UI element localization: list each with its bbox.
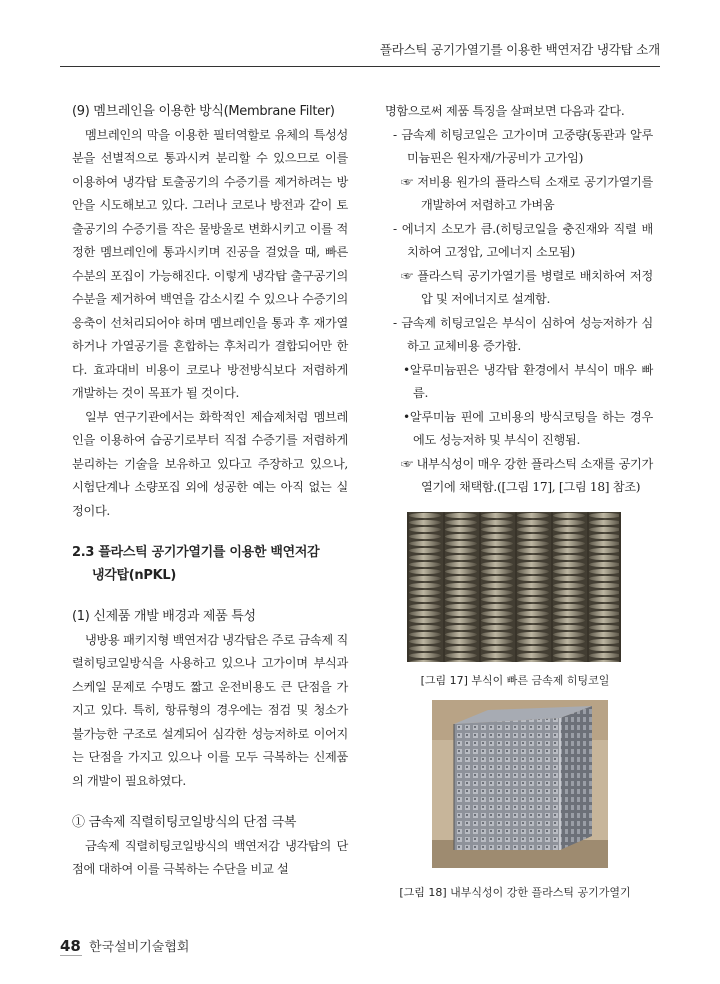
dash-item-energy: - 에너지 소모가 큼.(히팅코일을 충진재와 직렬 배치하여 고정압, 고에너지 소모됨) bbox=[393, 221, 653, 259]
paragraph-membrane-1: 멤브레인의 막을 이용한 필터역할로 유체의 특성성분을 선별적으로 통과시켜 분리할 수 있으므로 이를 이용하여 냉각탑 토출공기의 수증기를 제거하려는 방안을 시도해보고 있다. 그러나 코로나 방전과 같이 토출공기의 수증기를 작은 물방울로 변화시키고 이를 적정한 멤브레인에 통과시키며 진공을 걸었을 때, 빠른 수분의 포집이 가능해진다. 이렇게 냉각탑 출구공기의 수분을 제거하여 백연을 감소시킬 수 있으나 수증기의 응축이 선처리되어야 하며 멤브레인을 통과 후 재가열하거나 가열공기를 혼합하는 후처리가 결합되어만 한다. 효과대비 비용이 코로나 방전방식보다 저렴하게 개발하는 것이 목표가 될 것이다. bbox=[72, 127, 348, 400]
footer-rule bbox=[60, 955, 82, 956]
corroded-heating-coil-photo bbox=[407, 512, 621, 662]
pointer-item-cost: ☞ 저비용 원가의 플라스틱 소재로 공기가열기를 개발하여 저렴하고 가벼움 bbox=[401, 174, 653, 212]
right-intro: 명함으로써 제품 특징을 살펴보면 다음과 같다. bbox=[385, 104, 625, 118]
bullet-item-coating: •알루미늄 핀에 고비용의 방식코팅을 하는 경우에도 성능저하 및 부식이 진행됨. bbox=[403, 409, 653, 447]
section-title-line2: 냉각탑(nPKL) bbox=[92, 568, 176, 583]
pointer-item-plastic: ☞ 내부식성이 매우 강한 플라스틱 소재를 공기가열기에 채택함.([그림 17], [그림 18] 참조) bbox=[401, 456, 653, 494]
paragraph-overcome: 금속제 직렬히팅코일방식의 백연저감 냉각탑의 단점에 대하여 이를 극복하는 수단을 비교 설 bbox=[72, 838, 348, 876]
bullet-item-aluminum: •알루미늄핀은 냉각탑 환경에서 부식이 매우 빠름. bbox=[403, 362, 653, 400]
plastic-air-heater-photo bbox=[432, 700, 608, 868]
figure-18-caption: [그림 18] 내부식성이 강한 플라스틱 공기가열기 bbox=[399, 886, 631, 899]
section-heading bbox=[72, 541, 348, 587]
header-title: 플라스틱 공기가열기를 이용한 백연저감 냉각탑 소개 bbox=[379, 42, 660, 57]
running-header bbox=[60, 40, 660, 67]
section-title-line1: 2.3 플라스틱 공기가열기를 이용한 백연저감 bbox=[72, 545, 320, 560]
dash-item-corrosion: - 금속제 히팅코일은 부식이 심하여 성능저하가 심하고 교체비용 증가함. bbox=[393, 315, 653, 353]
dash-item-cost: - 금속제 히팅코일은 고가이며 고중량(동관과 알루미늄핀은 원자재/가공비가 고가임) bbox=[393, 127, 653, 165]
paragraph-background: 냉방용 패키지형 백연저감 냉각탑은 주로 금속제 직렬히팅코일방식을 사용하고 있으나 고가이며 부식과 스케일 문제로 수명도 짧고 운전비용도 큰 단점을 가지고 있다. 특히, 항류형의 경우에는 점검 및 청소가 불가능한 구조로 설계되어 심각한 성능저하로 이어지는 단점을 가지고 있으나 이를 모두 극복하는 신제품의 개발이 필요하였다. bbox=[72, 632, 348, 788]
subsection-background: (1) 신제품 개발 배경과 제품 특성 bbox=[72, 609, 256, 624]
subsection-overcome: ① 금속제 직렬히팅코일방식의 단점 극복 bbox=[72, 815, 297, 830]
figure-17-caption: [그림 17] 부식이 빠른 금속제 히팅코일 bbox=[420, 674, 610, 687]
footer-organization: 한국설비기술협회 bbox=[89, 940, 190, 955]
page-footer bbox=[60, 936, 189, 955]
paragraph-membrane-2: 일부 연구기관에서는 화학적인 제습제처럼 멤브레인을 이용하여 습공기로부터 직접 수증기를 저렴하게 분리하는 기술을 보유하고 있다고 주장하고 있으나, 시험단계나 소량포집 외에 성공한 예는 아직 없는 실정이다. bbox=[72, 409, 348, 518]
left-column bbox=[72, 100, 348, 882]
subsection-membrane: (9) 멤브레인을 이용한 방식(Membrane Filter) bbox=[72, 104, 335, 119]
page-number: 48 bbox=[60, 937, 81, 955]
pointer-item-energy: ☞ 플라스틱 공기가열기를 병렬로 배치하여 저정압 및 저에너지로 설계함. bbox=[401, 268, 653, 306]
right-column bbox=[385, 100, 653, 500]
